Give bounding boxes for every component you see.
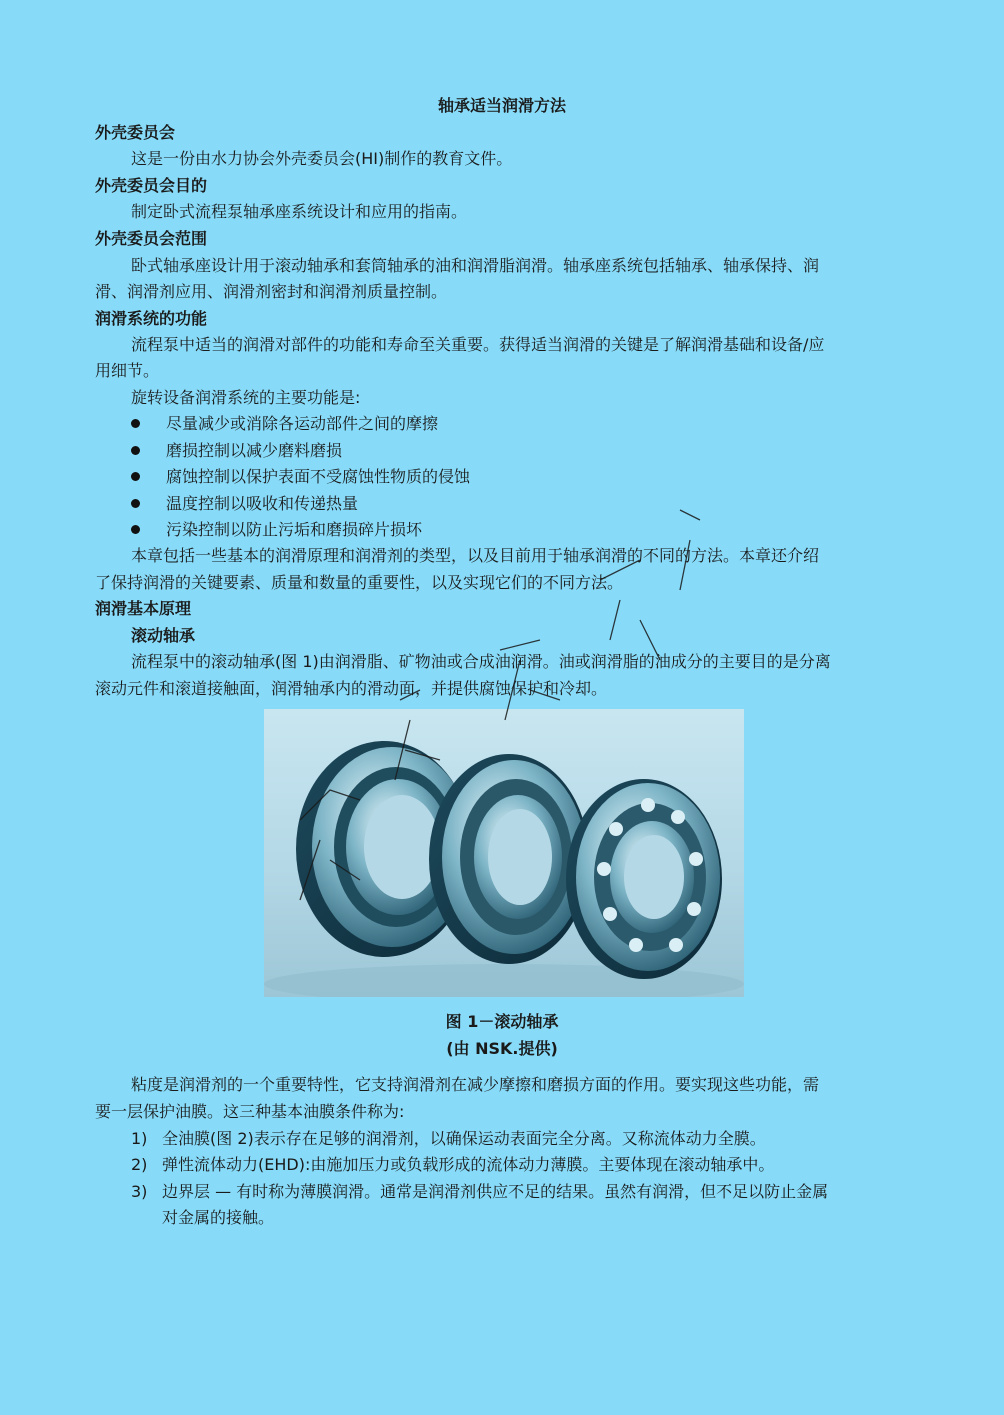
paragraph-committee: 这是一份由水力协会外壳委员会(HI)制作的教育文件。 bbox=[131, 149, 513, 168]
list-item: 尽量减少或消除各运动部件之间的摩擦 bbox=[166, 414, 439, 433]
list-item: 腐蚀控制以保护表面不受腐蚀性物质的侵蚀 bbox=[166, 467, 471, 486]
heading-basic-principles: 润滑基本原理 bbox=[95, 599, 192, 618]
figure-caption: 图 1－滚动轴承 bbox=[445, 1012, 559, 1031]
list-number: 3) bbox=[131, 1182, 148, 1201]
bullet-icon bbox=[131, 446, 140, 455]
figure-credit: (由 NSK.提供) bbox=[446, 1039, 558, 1058]
list-item: 污染控制以防止污垢和磨损碎片损坏 bbox=[166, 520, 423, 539]
heading-scope: 外壳委员会范围 bbox=[95, 229, 208, 248]
heading-function: 润滑系统的功能 bbox=[95, 309, 208, 328]
paragraph-chapter-line-1: 本章包括一些基本的润滑原理和润滑剂的类型，以及目前用于轴承润滑的不同的方法。本章还介绍 bbox=[131, 546, 820, 565]
paragraph-viscosity-line-1: 粘度是润滑剂的一个重要特性，它支持润滑剂在减少摩擦和磨损方面的作用。要实现这些功能，需 bbox=[131, 1075, 820, 1094]
paragraph-scope-line-1: 卧式轴承座设计用于滚动轴承和套筒轴承的油和润滑脂润滑。轴承座系统包括轴承、轴承保持、润 bbox=[131, 256, 820, 275]
bearing-photo bbox=[264, 709, 744, 997]
ball-bearing-right bbox=[566, 779, 722, 979]
list-number: 1) bbox=[131, 1129, 148, 1148]
paragraph-function-line-1: 流程泵中适当的润滑对部件的功能和寿命至关重要。获得适当润滑的关键是了解润滑基础和设备/应 bbox=[131, 335, 825, 354]
list-item: 弹性流体动力(EHD):由施加压力或负载形成的流体动力薄膜。主要体现在滚动轴承中。 bbox=[162, 1155, 775, 1174]
list-item-continuation: 对金属的接触。 bbox=[162, 1208, 275, 1227]
paragraph-rolling-line-2: 滚动元件和滚道接触面，润滑轴承内的滑动面，并提供腐蚀保护和冷却。 bbox=[95, 679, 608, 698]
paragraph-main-functions: 旋转设备润滑系统的主要功能是: bbox=[131, 388, 361, 407]
list-item: 温度控制以吸收和传递热量 bbox=[166, 494, 359, 513]
list-item: 边界层 — 有时称为薄膜润滑。通常是润滑剂供应不足的结果。虽然有润滑，但不足以防止金属 bbox=[162, 1182, 829, 1201]
cylindrical-bearing-middle bbox=[429, 754, 589, 964]
paragraph-viscosity-line-2: 要一层保护油膜。这三种基本油膜条件称为: bbox=[95, 1102, 405, 1121]
bullet-icon bbox=[131, 499, 140, 508]
bullet-icon bbox=[131, 472, 140, 481]
subheading-rolling-bearing: 滚动轴承 bbox=[131, 626, 196, 645]
list-item: 磨损控制以减少磨料磨损 bbox=[166, 441, 343, 460]
paragraph-purpose: 制定卧式流程泵轴承座系统设计和应用的指南。 bbox=[131, 202, 468, 221]
paragraph-chapter-line-2: 了保持润滑的关键要素、质量和数量的重要性，以及实现它们的不同方法。 bbox=[95, 573, 624, 592]
paragraph-function-line-2: 用细节。 bbox=[95, 361, 160, 380]
heading-committee: 外壳委员会 bbox=[95, 123, 176, 142]
paragraph-scope-line-2: 滑、润滑剂应用、润滑剂密封和润滑剂质量控制。 bbox=[95, 282, 448, 301]
list-item: 全油膜(图 2)表示存在足够的润滑剂，以确保运动表面完全分离。又称流体动力全膜。 bbox=[162, 1129, 766, 1148]
heading-purpose: 外壳委员会目的 bbox=[95, 176, 208, 195]
page-title: 轴承适当润滑方法 bbox=[437, 96, 566, 115]
paragraph-rolling-line-1: 流程泵中的滚动轴承(图 1)由润滑脂、矿物油或合成油润滑。油或润滑脂的油成分的主要目的是分离 bbox=[131, 652, 831, 671]
bearings-illustration bbox=[264, 709, 744, 997]
bullet-icon bbox=[131, 525, 140, 534]
bullet-icon bbox=[131, 419, 140, 428]
list-number: 2) bbox=[131, 1155, 148, 1174]
